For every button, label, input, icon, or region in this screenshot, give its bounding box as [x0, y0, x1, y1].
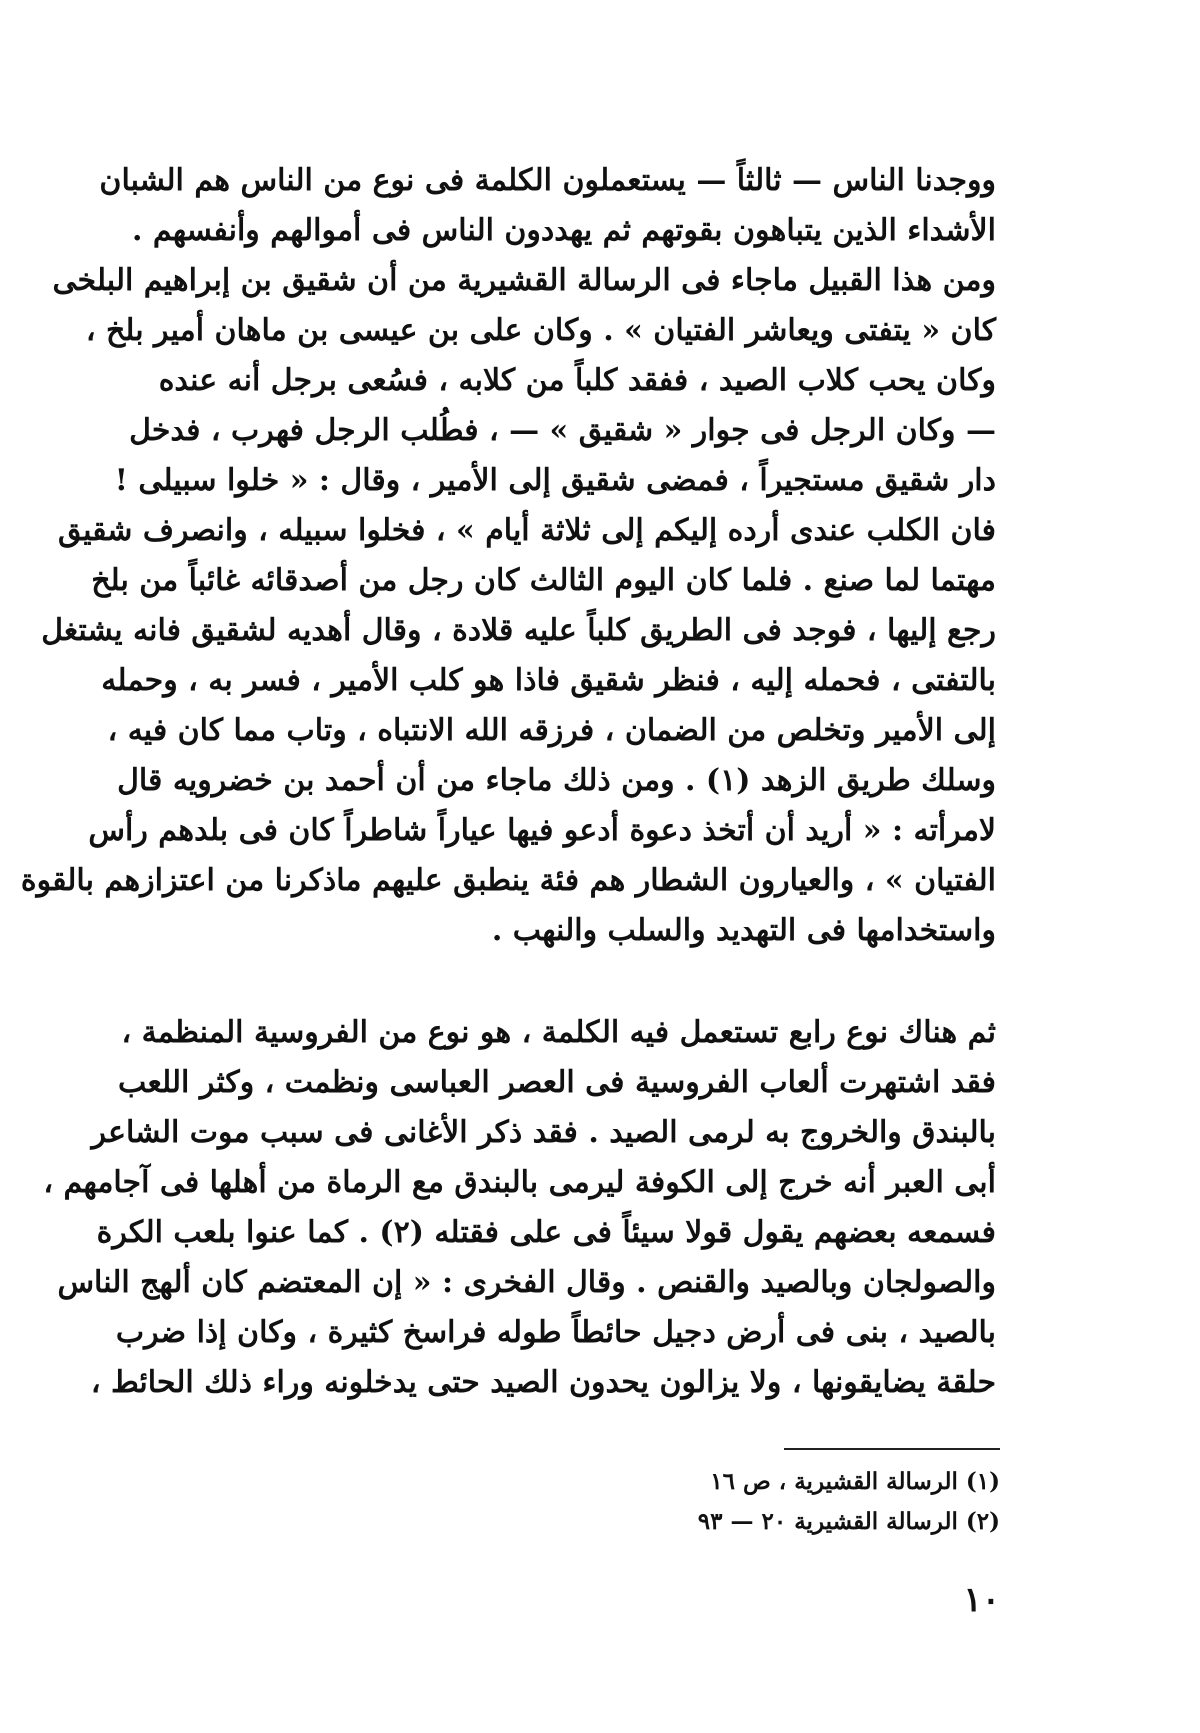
text-line: الأشداء الذين يتباهون بقوتهم ثم يهددون الناس فى أموالهم وأنفسهم . — [131, 213, 996, 248]
text-line: حلقة يضايقونها ، ولا يزالون يحدون الصيد حتى يدخلونه وراء ذلك الحائط ، — [90, 1365, 996, 1400]
text-line: فسمعه بعضهم يقول قولا سيئاً فى على فقتله (٢) . كما عنوا بلعب الكرة — [96, 1215, 996, 1250]
text-line: إلى الأمير وتخلص من الضمان ، فرزقه الله الانتباه ، وتاب مما كان فيه ، — [107, 713, 996, 748]
footnote-2: (٢) الرسالة القشيرية ٢٠ — ٩٣ — [697, 1508, 1000, 1535]
text-line: واستخدامها فى التهديد والسلب والنهب . — [491, 913, 996, 948]
text-line: والصولجان وبالصيد والقنص . وقال الفخرى : « إن المعتضم كان ألهج الناس — [57, 1265, 996, 1300]
text-line: رجع إليها ، فوجد فى الطريق كلباً عليه قلادة ، وقال أهديه لشقيق فانه يشتغل — [41, 613, 996, 648]
text-line: مهتما لما صنع . فلما كان اليوم الثالث كان رجل من أصدقائه غائباً من بلخ — [91, 563, 996, 598]
page-number: ١٠ — [963, 1580, 1000, 1620]
text-line: بالبندق والخروج به لرمى الصيد . فقد ذكر الأغانى فى سبب موت الشاعر — [91, 1115, 996, 1150]
text-line: بالتفتى ، فحمله إليه ، فنظر شقيق فاذا هو كلب الأمير ، فسر به ، وحمله — [101, 663, 996, 698]
text-line: — وكان الرجل فى جوار « شقيق » — ، فطُلب الرجل فهرب ، فدخل — [129, 413, 996, 448]
text-line: الفتيان » ، والعيارون الشطار هم فئة ينطبق عليهم ماذكرنا من اعتزازهم بالقوة — [20, 863, 996, 898]
footnote-1: (١) الرسالة القشيرية ، ص ١٦ — [710, 1468, 1000, 1495]
text-line: فقد اشتهرت ألعاب الفروسية فى العصر العباسى ونظمت ، وكثر اللعب — [118, 1065, 996, 1100]
text-line: وسلك طريق الزهد (١) . ومن ذلك ماجاء من أن أحمد بن خضرويه قال — [117, 763, 996, 798]
text-line: ومن هذا القبيل ماجاء فى الرسالة القشيرية من أن شقيق بن إبراهيم البلخى — [52, 263, 996, 298]
text-line: دار شقيق مستجيراً ، فمضى شقيق إلى الأمير ، وقال : « خلوا سبيلى ! — [114, 463, 996, 498]
footnotes — [560, 1462, 1000, 1542]
text-line: أبى العبر أنه خرج إلى الكوفة ليرمى بالبندق مع الرماة من أهلها فى آجامهم ، — [43, 1165, 996, 1200]
footnote-divider — [784, 1448, 1000, 1450]
paragraph-1 — [20, 156, 996, 956]
text-line: لامرأته : « أريد أن أتخذ دعوة أدعو فيها عياراً شاطراً كان فى بلدهم رأس — [88, 813, 996, 848]
text-line: وكان يحب كلاب الصيد ، ففقد كلباً من كلابه ، فسُعى برجل أنه عنده — [158, 363, 996, 398]
text-line: ووجدنا الناس — ثالثاً — يستعملون الكلمة فى نوع من الناس هم الشبان — [99, 163, 996, 198]
text-line: فان الكلب عندى أرده إليكم إلى ثلاثة أيام » ، فخلوا سبيله ، وانصرف شقيق — [58, 513, 996, 548]
text-line: بالصيد ، بنى فى أرض دجيل حائطاً طوله فراسخ كثيرة ، وكان إذا ضرب — [115, 1315, 996, 1350]
paragraph-2 — [43, 1008, 996, 1408]
text-line: كان « يتفتى ويعاشر الفتيان » . وكان على بن عيسى بن ماهان أمير بلخ ، — [85, 313, 996, 348]
text-line: ثم هناك نوع رابع تستعمل فيه الكلمة ، هو نوع من الفروسية المنظمة ، — [121, 1015, 996, 1050]
